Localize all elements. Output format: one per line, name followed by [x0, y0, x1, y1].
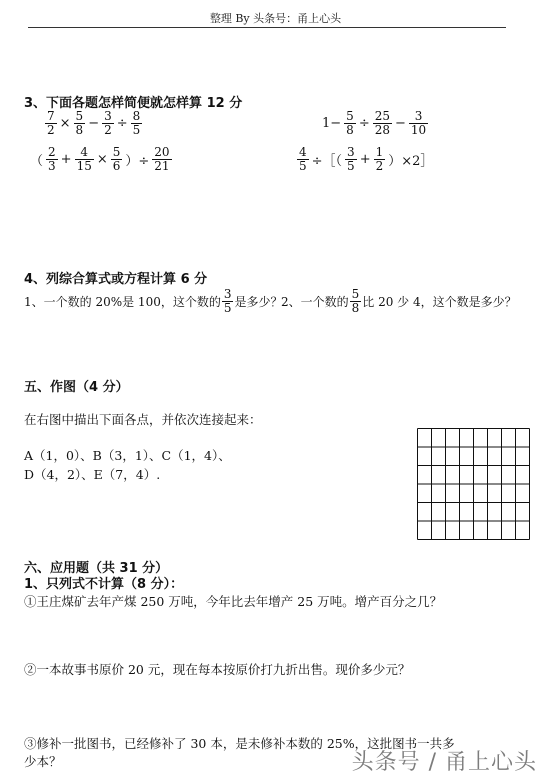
frac-d: $\frac{20}{21}$	[154, 145, 170, 173]
watermark: 头条号 / 甬上心头	[351, 750, 537, 775]
frac-q2: $\frac{5}{8}$	[351, 287, 360, 315]
coordinate-grid	[417, 428, 530, 540]
frac-b: $\frac{5}{8}$	[75, 109, 84, 137]
expression-4: $\frac{4}{5}$ ÷［（ $\frac{3}{5}$ + $\frac{1}{2}$ ）×2］	[299, 145, 434, 173]
frac-b: $\frac{4}{15}$	[76, 145, 92, 173]
problem-2: ②一本故事书原价 20 元，现在每本按原价打九折出售。现价多少元？	[24, 662, 411, 677]
expression-2: 1− $\frac{5}{8}$ ÷ $\frac{25}{28}$ − $\frac{3}{10}$	[322, 109, 427, 137]
frac-a: $\frac{4}{5}$	[299, 145, 307, 173]
points-line-2: D（4，2）、E（7，4）.	[24, 467, 161, 482]
frac-c: $\frac{1}{2}$	[375, 145, 384, 173]
drawing-instruction: 在右图中描出下面各点，并依次连接起来：	[24, 412, 262, 427]
question-1: 1、一个数的 20%是 100，这个数的 $\frac{3}{5}$ 是多少？	[24, 287, 283, 315]
frac-b: $\frac{3}{5}$	[347, 145, 355, 173]
expression-3: （ $\frac{2}{3}$ + $\frac{4}{15}$ × $\frac{5}{6}$ ）÷ $\frac{20}{21}$	[30, 145, 170, 173]
points-line-1: A（1，0）、B（3，1）、C（1，4）、	[24, 448, 231, 463]
problem-3-line-2: 少本？	[24, 754, 62, 769]
problem-1: ①王庄煤矿去年产煤 250 万吨，今年比去年增产 25 万吨。增产百分之几？	[24, 594, 443, 609]
expression-1: $\frac{7}{2}$ × $\frac{5}{8}$ − $\frac{3}{2}$ ÷ $\frac{8}{5}$	[47, 109, 141, 137]
header-rule	[28, 27, 506, 28]
frac-b: $\frac{25}{28}$	[374, 109, 390, 137]
frac-c: $\frac{5}{6}$	[112, 145, 121, 173]
frac-a: $\frac{5}{8}$	[346, 109, 354, 137]
frac-a: $\frac{2}{3}$	[48, 145, 56, 173]
problem-3-line-1: ③修补一批图书，已经修补了 30 本，是未修补本数的 25%，这批图书一共多	[24, 736, 455, 751]
section5-heading: 五、作图（4 分）	[24, 380, 129, 395]
frac-c: $\frac{3}{10}$	[410, 109, 427, 137]
subsection-1-heading: 1、只列式不计算（8 分）：	[24, 577, 184, 592]
section4-heading: 4、列综合算式或方程计算 6 分	[24, 272, 208, 287]
frac-a: $\frac{7}{2}$	[47, 109, 55, 137]
question-2: 2、一个数的 $\frac{5}{8}$ 比 20 少 4，这个数是多少？	[281, 287, 517, 315]
frac-c: $\frac{3}{2}$	[104, 109, 112, 137]
section6-heading: 六、应用题（共 31 分）	[24, 561, 169, 576]
frac-q1: $\frac{3}{5}$	[223, 287, 232, 315]
frac-d: $\frac{8}{5}$	[132, 109, 141, 137]
page-header: 整理 By 头条号：甬上心头	[209, 12, 342, 25]
section3-heading: 3、下面各题怎样简便就怎样算 12 分	[24, 96, 243, 111]
